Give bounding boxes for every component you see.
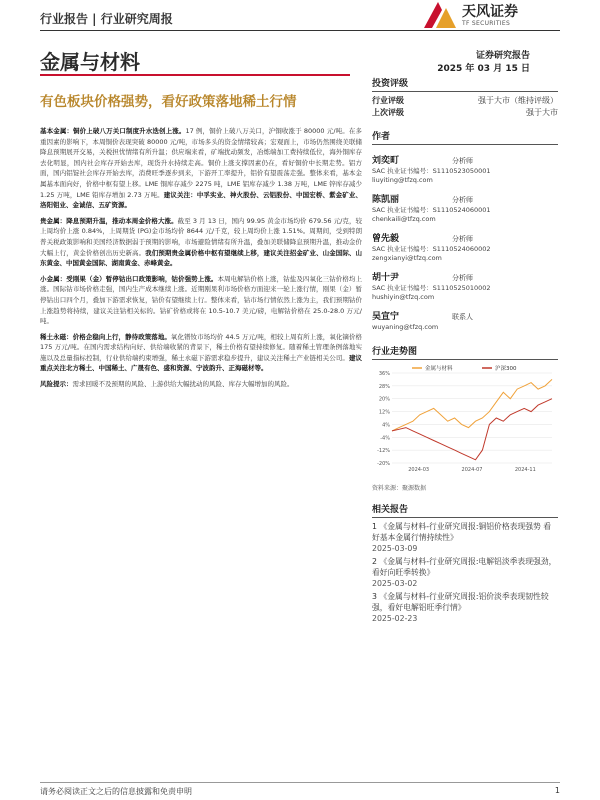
author-email[interactable]: zengxianyi@tfzq.com — [372, 253, 442, 262]
chart-heading: 行业走势图 — [372, 344, 558, 360]
report-category: 行业报告 | 行业研究周报 — [40, 12, 173, 26]
trend-chart-svg — [372, 363, 558, 481]
y-tick-label: 4% — [382, 421, 390, 428]
section-base-metals: 基本金属：铜价上破八万关口制度升水迭创上涨。17 例，铜价上破八万关口，沪铜收涨于 80000 元/吨。在多重因素的影响下，本周铜价表现突破 80000 元/吨，市场多头的资金情绪较高；宏观面上，市场仍然围绕美联储降息预期展开交易，关税担忧情绪有所升温；供应端来看，矿端扰动频发，冶炼端加工费持续低位，海外铜库存去化明显，国内社会库存开始去库，现货升水持续走高。铜价上涨支撑因素仍在，看好铜价中长期走势。铝方面，国内铝锭社会库存开始去库，消费旺季逐步到来，下游开工率提升，铝价有望震荡走强。整体来看，基本金属基本面向好，价格中枢有望上移。LME 铜库存减少 2275 吨，LME 铝库存减少 1.38 万吨，LME 锌库存减少 1.25 万吨，LME 铅库存增加 2.73 万吨。建议关注：中孚实业、神火股份、云铝股份、中国宏桥、紫金矿业、洛阳钼业、金诚信、五矿资源。 — [40, 127, 363, 210]
report-body — [40, 126, 362, 395]
title-divider — [40, 74, 350, 76]
authors-heading: 作者 — [372, 129, 558, 145]
industry-trend-chart — [372, 363, 558, 481]
series-line — [392, 398, 552, 459]
y-tick-label: 28% — [378, 383, 390, 390]
related-heading: 相关报告 — [372, 502, 558, 518]
related-report[interactable]: 2 《金属与材料-行业研究周报:电解铝淡季表现强劲，看好向旺季转换》 2025-03-02 — [372, 556, 557, 588]
y-tick-label: 20% — [378, 396, 390, 403]
header-divider — [40, 30, 560, 31]
logo-mark-icon — [420, 0, 460, 30]
x-tick-label: 2024-07 — [461, 466, 483, 473]
sector-title: 金属与材料 — [40, 50, 140, 74]
legend-label: 沪深300 — [495, 365, 517, 372]
series-line — [392, 379, 552, 431]
sidebar — [372, 76, 558, 624]
industry-rating: 行业评级 强于大市（维持评级） — [372, 96, 558, 105]
y-tick-label: -4% — [380, 434, 390, 441]
author-card: 陈凯丽 分析师 SAC 执业证书编号：S1110524060001 chenkaili@tfzq.com — [372, 187, 558, 223]
disclaimer-note: 请务必阅读正文之后的信息披露和免责申明 — [40, 787, 192, 796]
chart-source: 资料来源：聚源数据 — [372, 484, 427, 492]
related-report[interactable]: 3 《金属与材料-行业研究周报:铝价淡季表现韧性较强，看好电解铝旺季行情》 2025-02-23 — [372, 591, 549, 623]
page-footer — [40, 782, 560, 797]
rating-heading: 投资评级 — [372, 76, 558, 92]
previous-rating: 上次评级 强于大市 — [372, 108, 558, 117]
y-tick-label: -20% — [377, 460, 390, 467]
page-number: 1 — [554, 786, 560, 795]
y-tick-label: 12% — [378, 409, 390, 416]
brand-logo — [420, 0, 560, 30]
author-card: 刘奕町 分析师 SAC 执业证书编号：S1110523050001 liuyiting@tfzq.com — [372, 148, 558, 184]
y-tick-label: -12% — [377, 447, 390, 454]
section-minor-metals: 小金属：受刚果（金）暂停钴出口政策影响，钴价强势上涨。本周电解钴价格上涨，钴盐及四氧化三钴价格均上涨。国际钴市场价格走强，国内生产成本继续上涨。近期刚果利市场价格方面迎来一轮上涨行情，刚果（金）暂停钴出口四个月，叠加下游需求恢复，钴价有望继续上行。整体来看，钴市场行情依然上涨为主，我们预期钴价上涨趋势将持续，建议关注钴相关标的。钴矿价格或将在 10.5-10.7 美元/磅，电解钴价格在 25.0-28.0 万元/吨。 — [40, 274, 363, 326]
section-precious-metals: 贵金属：降息预期升温，推动本周金价格大涨。截至 3 月 13 日，国内 99.95 黄金市场均价 679.56 元/克，较上周均价上涨 0.84%，上周期货 (PG)金市场均价 8644 元/千克，较上周均价上涨 1.51%。周期间，受到特朗普关税政策影响和美国经济数据弱于预期的影响，市场避险情绪有所升温，叠加美联储降息预期升温，推动金价大幅上行，黄金价格创出历史新高。我们预期贵金属价格中枢有望继续上移，建议关注招金矿业、山金国际、山东黄金、中国黄金国际、湖南黄金、赤峰黄金。 — [40, 216, 363, 268]
logo-subtitle: TF SECURITIES — [462, 20, 511, 27]
section-risk: 风险提示：需求回暖不及预期的风险、上游供给大幅扰动的风险、库存大幅增加的风险。 — [40, 380, 294, 389]
report-headline: 有色板块价格强势，看好政策落地稀土行情 — [40, 94, 297, 110]
report-date: 2025 年 03 月 15 日 — [437, 64, 530, 74]
report-type: 证券研究报告 — [475, 51, 530, 61]
author-email[interactable]: chenkaili@tfzq.com — [372, 214, 436, 223]
related-report[interactable]: 1 《金属与材料-行业研究周报:铜铝价格表现强势 看好基本金属行情持续性》 2025-03-09 — [372, 521, 552, 553]
y-tick-label: 36% — [378, 370, 390, 377]
section-rare-earth: 稀土永磁：价格企稳向上行，静待政策落地。氧化镨钕市场均价 44.5 万元/吨，相较上周有所上涨，氧化镝价格 175 万元/吨。在国内需求结构向好、供给端收紧的背景下，稀土价格有望持续修复。随着稀土管理条例落地实施以及总量指标控制，行业供给端约束增强，稀土永磁下游需求稳步提升，建议关注稀土产业链相关公司。建议重点关注北方稀土、中国稀土、广晟有色、盛和资源、宁波韵升、正海磁材等。 — [40, 332, 363, 373]
author-card: 胡十尹 分析师 SAC 执业证书编号：S1110525010002 hushiyin@tfzq.com — [372, 265, 558, 301]
logo-name: 天风证券 — [462, 4, 518, 20]
author-card: 吴宣宁 联系人 wuyaning@tfzq.com — [372, 304, 558, 332]
author-email[interactable]: hushiyin@tfzq.com — [372, 292, 435, 301]
author-card: 曾先毅 分析师 SAC 执业证书编号：S1110524060002 zengxianyi@tfzq.com — [372, 226, 558, 262]
legend-label: 金属与材料 — [425, 365, 453, 372]
x-tick-label: 2024-11 — [514, 466, 536, 473]
author-email[interactable]: wuyaning@tfzq.com — [372, 323, 439, 331]
author-email[interactable]: liuyiting@tfzq.com — [372, 175, 433, 184]
x-tick-label: 2024-03 — [408, 466, 430, 473]
